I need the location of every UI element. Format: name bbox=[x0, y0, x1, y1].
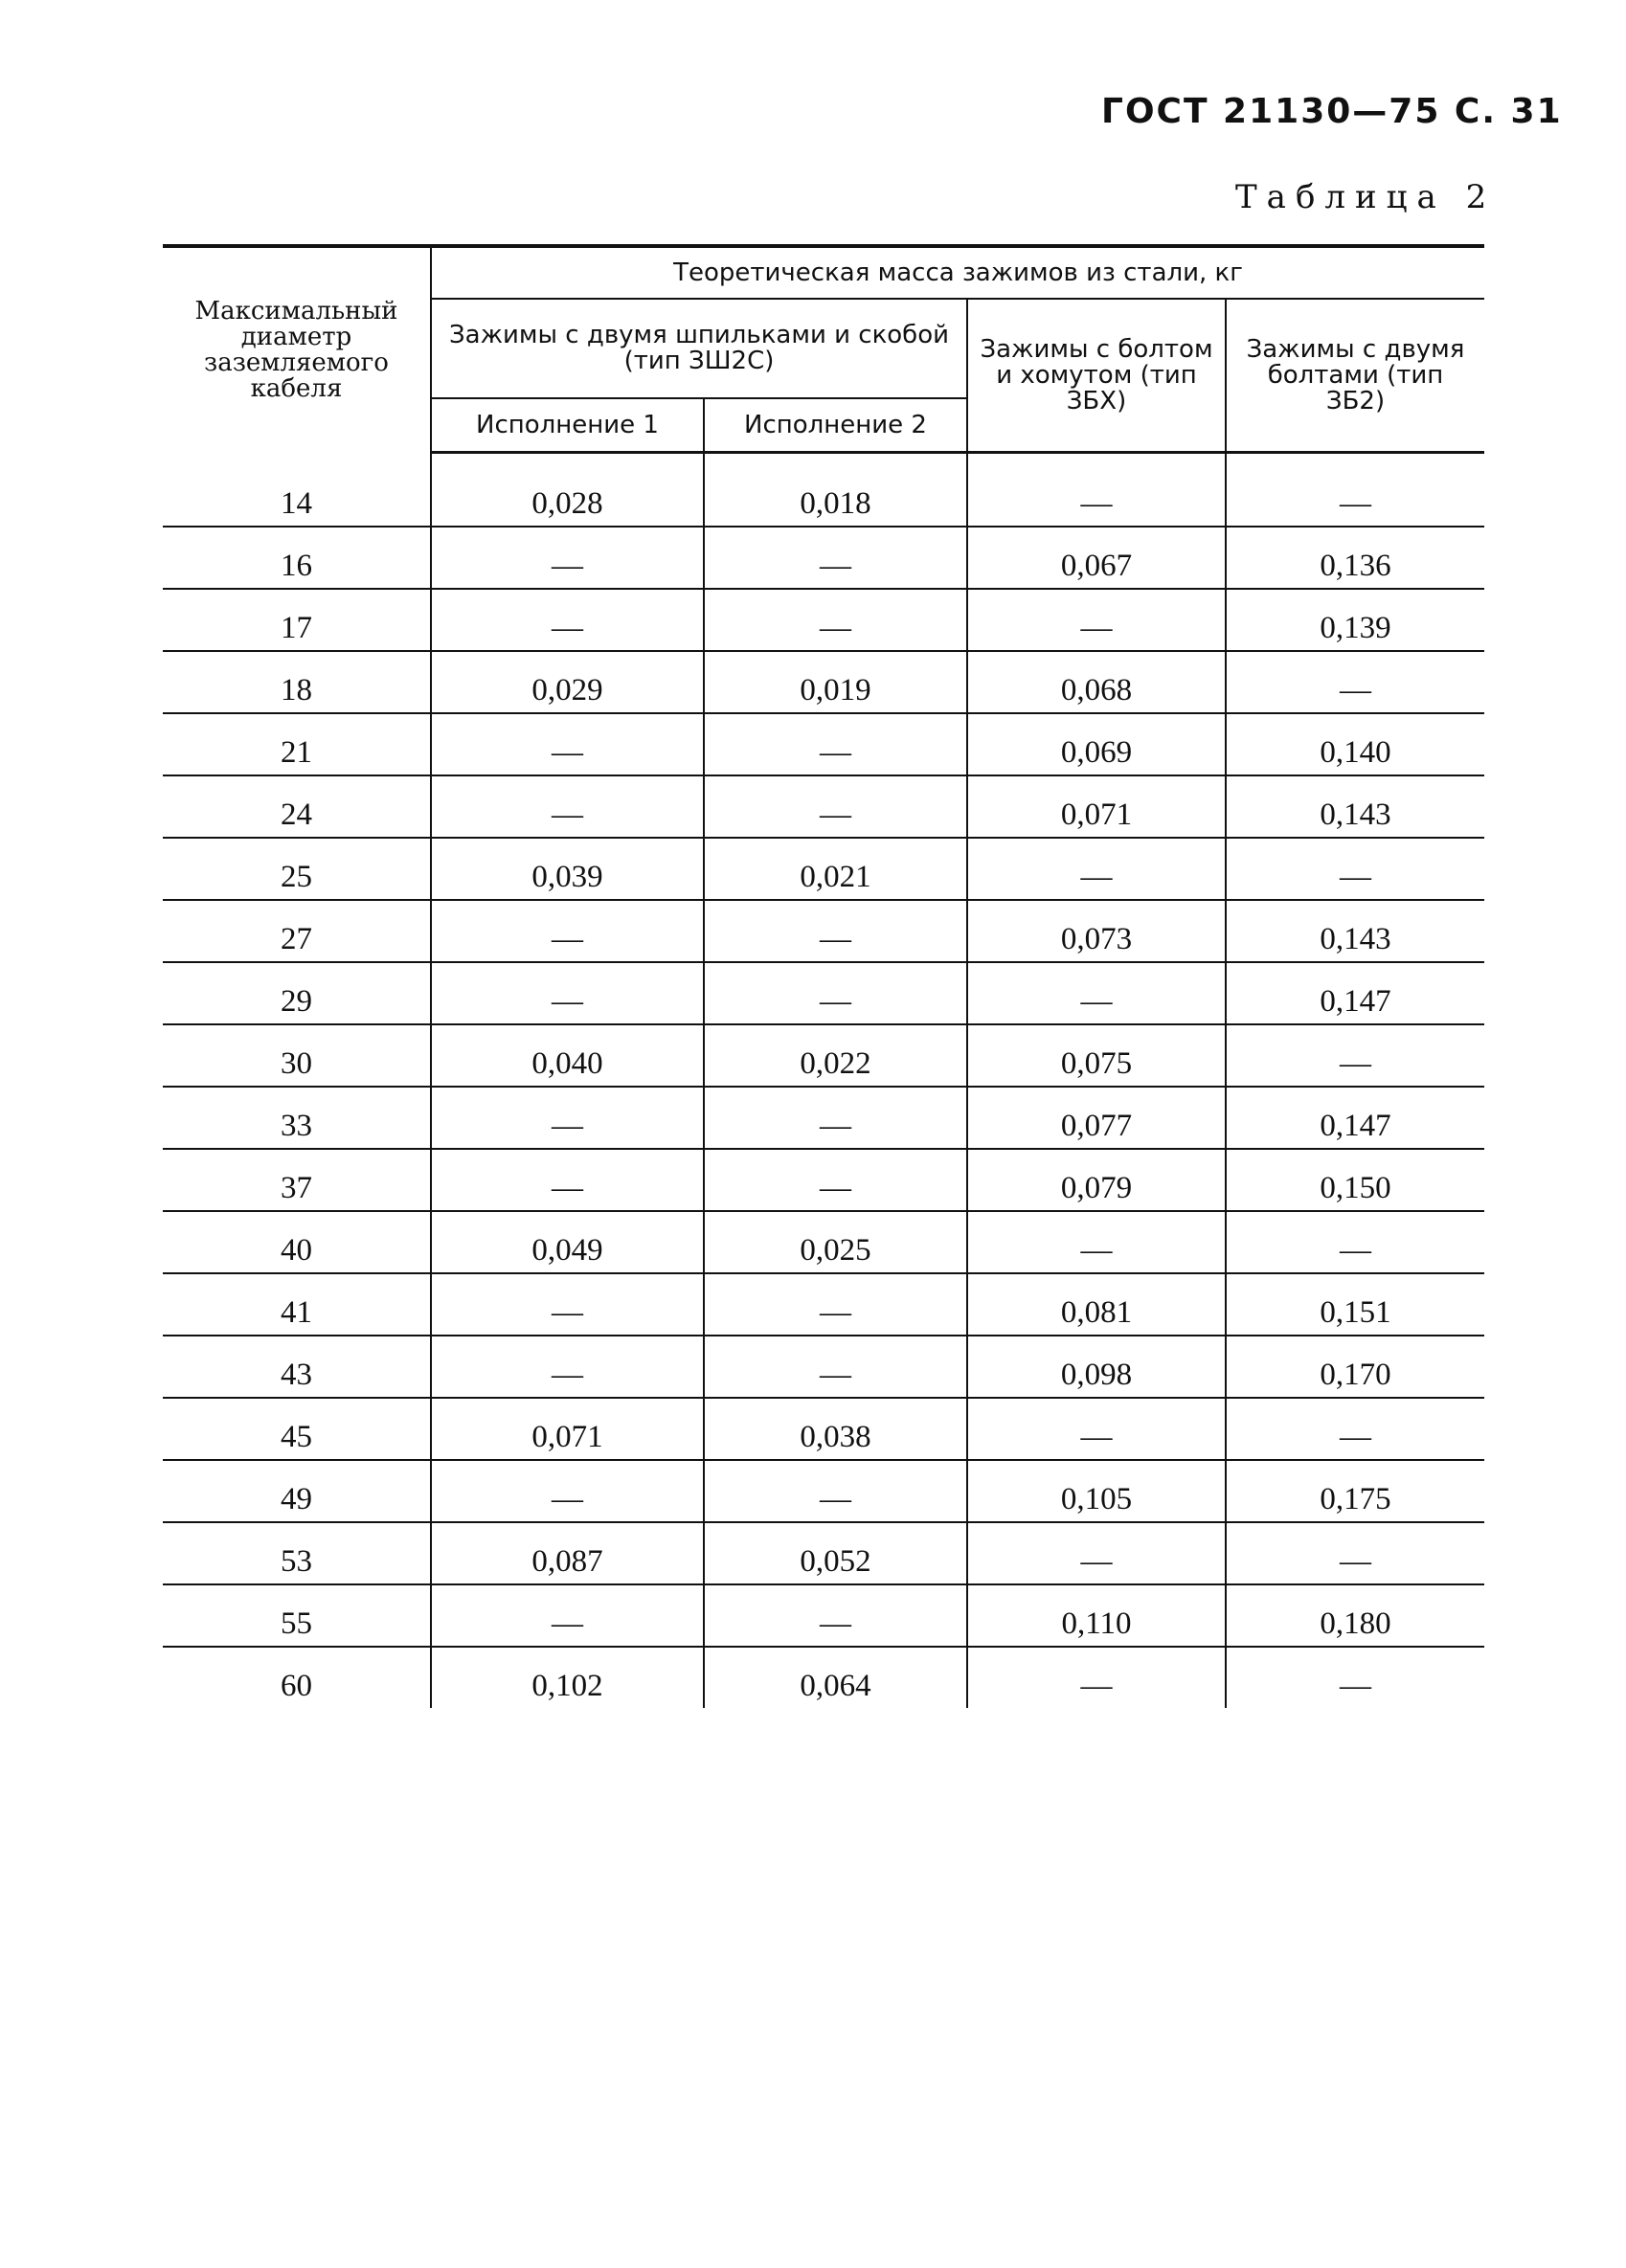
mass-value-cell: — bbox=[967, 962, 1226, 1024]
table-row bbox=[163, 838, 1484, 900]
mass-value-cell: — bbox=[1226, 1398, 1484, 1460]
mass-value-cell: — bbox=[704, 1087, 967, 1149]
mass-value-cell: — bbox=[1226, 1647, 1484, 1708]
mass-value-cell: 0,098 bbox=[967, 1336, 1226, 1398]
mass-value-cell: — bbox=[1226, 838, 1484, 900]
mass-value-cell: — bbox=[431, 589, 704, 651]
table-row bbox=[163, 1149, 1484, 1211]
mass-value-cell: 0,071 bbox=[967, 775, 1226, 838]
table-row bbox=[163, 962, 1484, 1024]
mass-value-cell: 0,040 bbox=[431, 1024, 704, 1087]
table-row bbox=[163, 1087, 1484, 1149]
mass-value-cell: — bbox=[1226, 1211, 1484, 1273]
mass-value-cell: 0,028 bbox=[431, 453, 704, 528]
mass-value-cell: — bbox=[704, 962, 967, 1024]
cable-diameter-cell: 45 bbox=[163, 1398, 431, 1460]
mass-value-cell: — bbox=[431, 1336, 704, 1398]
mass-value-cell: — bbox=[704, 1460, 967, 1522]
mass-value-cell: 0,069 bbox=[967, 713, 1226, 775]
table-row bbox=[163, 1211, 1484, 1273]
cable-diameter-cell: 14 bbox=[163, 453, 431, 528]
mass-value-cell: — bbox=[704, 527, 967, 589]
table-row bbox=[163, 1024, 1484, 1087]
mass-value-cell: 0,175 bbox=[1226, 1460, 1484, 1522]
table-row bbox=[163, 527, 1484, 589]
table-row bbox=[163, 651, 1484, 713]
table-caption: Таблица 2 bbox=[1235, 178, 1497, 216]
mass-value-cell: — bbox=[967, 1211, 1226, 1273]
mass-value-cell: 0,105 bbox=[967, 1460, 1226, 1522]
mass-value-cell: — bbox=[431, 962, 704, 1024]
mass-value-cell: 0,139 bbox=[1226, 589, 1484, 651]
mass-value-cell: 0,136 bbox=[1226, 527, 1484, 589]
table-row bbox=[163, 453, 1484, 528]
col-group-1-header: Зажимы с двумя шпильками и скобой (тип ЗШ2С) bbox=[431, 299, 967, 398]
mass-value-cell: — bbox=[967, 1522, 1226, 1584]
mass-table bbox=[163, 244, 1484, 1708]
mass-value-cell: 0,068 bbox=[967, 651, 1226, 713]
mass-value-cell: — bbox=[431, 527, 704, 589]
mass-value-cell: 0,150 bbox=[1226, 1149, 1484, 1211]
page-header: ГОСТ 21130—75 С. 31 bbox=[1101, 92, 1563, 131]
mass-value-cell: — bbox=[1226, 453, 1484, 528]
table-row bbox=[163, 1522, 1484, 1584]
mass-value-cell: — bbox=[967, 589, 1226, 651]
mass-value-cell: — bbox=[431, 1273, 704, 1336]
table-row bbox=[163, 775, 1484, 838]
mass-value-cell: 0,064 bbox=[704, 1647, 967, 1708]
mass-value-cell: — bbox=[967, 453, 1226, 528]
mass-value-cell: 0,143 bbox=[1226, 775, 1484, 838]
table-row bbox=[163, 1647, 1484, 1708]
mass-value-cell: 0,073 bbox=[967, 900, 1226, 962]
col-1-2-header: Исполнение 2 bbox=[704, 398, 967, 453]
mass-value-cell: — bbox=[431, 775, 704, 838]
cable-diameter-cell: 53 bbox=[163, 1522, 431, 1584]
mass-value-cell: 0,077 bbox=[967, 1087, 1226, 1149]
group-header: Теоретическая масса зажимов из стали, кг bbox=[431, 246, 1484, 299]
mass-value-cell: 0,087 bbox=[431, 1522, 704, 1584]
table-row bbox=[163, 589, 1484, 651]
mass-value-cell: 0,180 bbox=[1226, 1584, 1484, 1647]
mass-value-cell: 0,079 bbox=[967, 1149, 1226, 1211]
mass-value-cell: 0,143 bbox=[1226, 900, 1484, 962]
mass-value-cell: — bbox=[1226, 1522, 1484, 1584]
mass-value-cell: — bbox=[704, 900, 967, 962]
mass-value-cell: — bbox=[431, 1087, 704, 1149]
table-row bbox=[163, 1273, 1484, 1336]
col-2-header: Зажимы с болтом и хомутом (тип ЗБХ) bbox=[967, 299, 1226, 453]
cable-diameter-cell: 49 bbox=[163, 1460, 431, 1522]
col-1-1-header: Исполнение 1 bbox=[431, 398, 704, 453]
mass-value-cell: 0,018 bbox=[704, 453, 967, 528]
cable-diameter-cell: 60 bbox=[281, 1669, 312, 1703]
mass-value-cell: — bbox=[431, 1149, 704, 1211]
cable-diameter-cell: 37 bbox=[163, 1149, 431, 1211]
cable-diameter-cell: 30 bbox=[163, 1024, 431, 1087]
mass-value-cell: — bbox=[704, 1273, 967, 1336]
table-row bbox=[163, 900, 1484, 962]
mass-value-cell: 0,019 bbox=[704, 651, 967, 713]
mass-value-cell: — bbox=[967, 838, 1226, 900]
table-row bbox=[163, 1460, 1484, 1522]
mass-value-cell: 0,147 bbox=[1226, 962, 1484, 1024]
mass-value-cell: 0,081 bbox=[967, 1273, 1226, 1336]
cable-diameter-cell: 33 bbox=[163, 1087, 431, 1149]
mass-value-cell: — bbox=[704, 1336, 967, 1398]
mass-value-cell: 0,067 bbox=[967, 527, 1226, 589]
mass-value-cell: — bbox=[704, 589, 967, 651]
cable-diameter-cell: 55 bbox=[163, 1584, 431, 1647]
mass-value-cell: — bbox=[704, 713, 967, 775]
mass-value-cell: — bbox=[431, 900, 704, 962]
mass-value-cell: — bbox=[1226, 1024, 1484, 1087]
mass-value-cell: — bbox=[704, 1149, 967, 1211]
cable-diameter-cell: 25 bbox=[163, 838, 431, 900]
mass-value-cell: 0,110 bbox=[967, 1584, 1226, 1647]
stub-header: Максимальный диаметр заземляемого кабеля bbox=[163, 246, 431, 453]
mass-value-cell: 0,102 bbox=[431, 1647, 704, 1708]
mass-value-cell: — bbox=[704, 1584, 967, 1647]
table-row bbox=[163, 1584, 1484, 1647]
table-row bbox=[163, 713, 1484, 775]
mass-value-cell: — bbox=[431, 1584, 704, 1647]
mass-value-cell: 0,021 bbox=[704, 838, 967, 900]
mass-value-cell: — bbox=[967, 1647, 1226, 1708]
table-row bbox=[163, 1336, 1484, 1398]
mass-value-cell: 0,049 bbox=[431, 1211, 704, 1273]
mass-value-cell: 0,022 bbox=[704, 1024, 967, 1087]
cable-diameter-cell: 40 bbox=[163, 1211, 431, 1273]
cable-diameter-cell: 24 bbox=[163, 775, 431, 838]
mass-value-cell: 0,151 bbox=[1226, 1273, 1484, 1336]
mass-value-cell: 0,038 bbox=[704, 1398, 967, 1460]
table-body bbox=[163, 453, 1484, 1709]
mass-value-cell: 0,140 bbox=[1226, 713, 1484, 775]
cable-diameter-cell: 41 bbox=[163, 1273, 431, 1336]
cable-diameter-cell: 43 bbox=[163, 1336, 431, 1398]
mass-value-cell: 0,025 bbox=[704, 1211, 967, 1273]
cable-diameter-cell: 29 bbox=[163, 962, 431, 1024]
cable-diameter-cell: 27 bbox=[163, 900, 431, 962]
mass-value-cell: 0,052 bbox=[704, 1522, 967, 1584]
mass-value-cell: 0,039 bbox=[431, 838, 704, 900]
mass-value-cell: 0,029 bbox=[431, 651, 704, 713]
cable-diameter-cell: 17 bbox=[163, 589, 431, 651]
cable-diameter-cell: 21 bbox=[163, 713, 431, 775]
cable-diameter-cell: 16 bbox=[163, 527, 431, 589]
mass-value-cell: 0,075 bbox=[967, 1024, 1226, 1087]
mass-value-cell: 0,170 bbox=[1226, 1336, 1484, 1398]
mass-value-cell: 0,071 bbox=[431, 1398, 704, 1460]
mass-value-cell: — bbox=[431, 713, 704, 775]
cable-diameter-cell: 18 bbox=[163, 651, 431, 713]
mass-value-cell: 0,147 bbox=[1226, 1087, 1484, 1149]
mass-value-cell: — bbox=[967, 1398, 1226, 1460]
table-row bbox=[163, 1398, 1484, 1460]
col-3-header: Зажимы с двумя болтами (тип ЗБ2) bbox=[1226, 299, 1484, 453]
mass-value-cell: — bbox=[1226, 651, 1484, 713]
mass-value-cell: — bbox=[431, 1460, 704, 1522]
mass-value-cell: — bbox=[704, 775, 967, 838]
